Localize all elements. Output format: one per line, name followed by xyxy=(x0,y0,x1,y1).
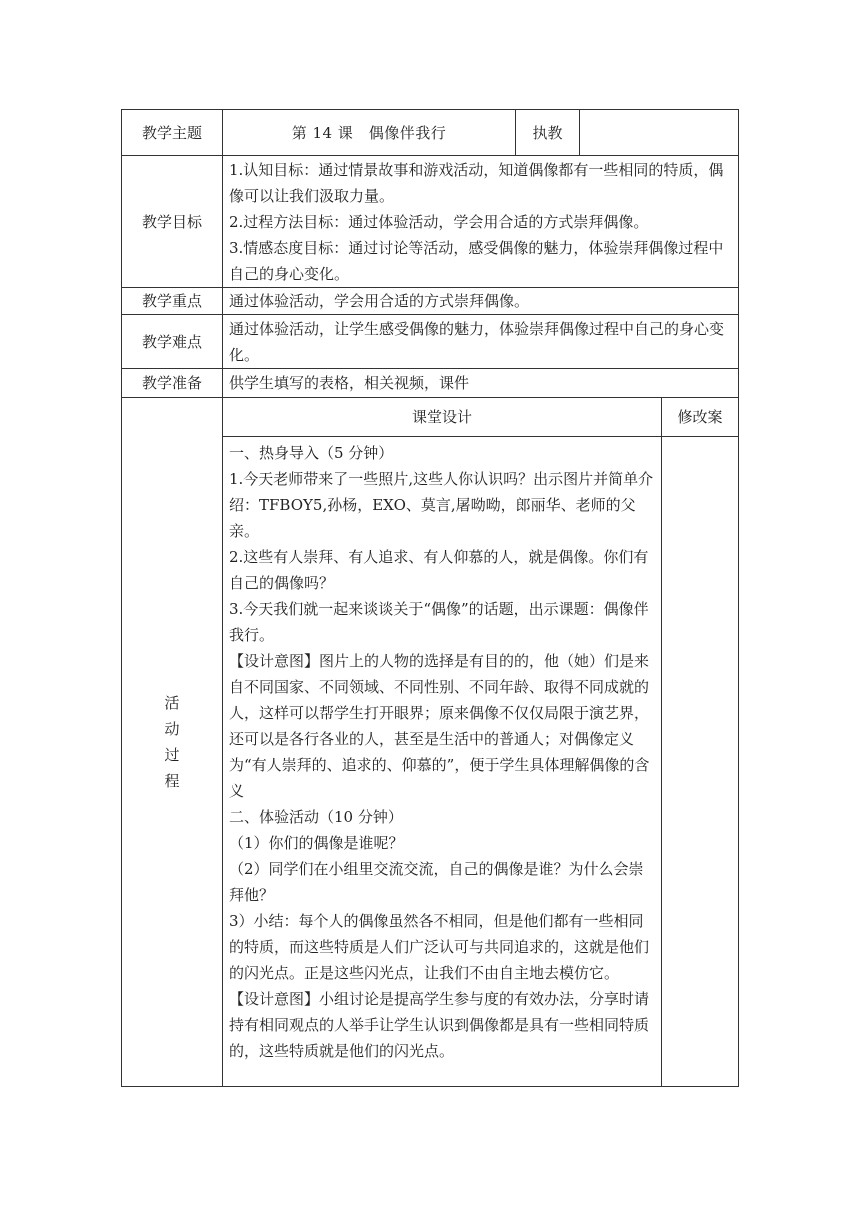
warmup-step-1: 1.今天老师带来了一些照片,这些人你认识吗？出示图片并简单介绍：TFBOY5,孙杨，EXO、莫言,屠呦呦，郎丽华、老师的父亲。 xyxy=(229,470,654,540)
difficulty-text: 通过体验活动，让学生感受偶像的魅力，体验崇拜偶像过程中自己的身心变化。 xyxy=(223,315,739,369)
activity-step-1: （1）你们的偶像是谁呢？ xyxy=(229,834,404,852)
activity-summary: 3）小结：每个人的偶像虽然各不相同，但是他们都有一些相同的特质，而这些特质是人们广泛认可与共同追求的，这就是他们的闪光点。正是这些闪光点，让我们不由自主地去模仿它。 xyxy=(229,912,650,982)
revision-header: 修改案 xyxy=(662,398,739,437)
topic-label: 教学主题 xyxy=(122,110,223,156)
activity-design-intent: 【设计意图】小组讨论是提高学生参与度的有效办法，分享时请持有相同观点的人举手让学生认识到偶像都是具有一些相同特质的，这些特质就是他们的闪光点。 xyxy=(229,990,650,1060)
warmup-heading: 一、热身导入（5 分钟） xyxy=(229,444,394,462)
design-header: 课堂设计 xyxy=(223,398,662,437)
activity-step-2: （2）同学们在小组里交流交流，自己的偶像是谁？为什么会崇拜他？ xyxy=(229,860,644,904)
activity-heading: 二、体验活动（10 分钟） xyxy=(229,808,403,826)
objective-cognitive: 1.认知目标：通过情景故事和游戏活动，知道偶像都有一些相同的特质，偶像可以让我们汲取力量。 xyxy=(229,160,724,205)
preparation-text: 供学生填写的表格，相关视频，课件 xyxy=(223,369,739,398)
design-content xyxy=(223,437,662,1087)
preparation-row xyxy=(122,369,739,398)
key-point-label: 教学重点 xyxy=(122,288,223,315)
lesson-plan-table xyxy=(121,109,739,1087)
warmup-step-3: 3.今天我们就一起来谈谈关于“偶像”的话题，出示课题：偶像伴我行。 xyxy=(229,600,649,644)
objective-emotion: 3.情感态度目标：通过讨论等活动，感受偶像的魅力，体验崇拜偶像过程中自己的身心变化。 xyxy=(229,238,724,283)
warmup-design-intent: 【设计意图】图片上的人物的选择是有目的的，他（她）们是来自不同国家、不同领域、不同性别、不同年龄、取得不同成就的人，这样可以帮学生打开眼界；原来偶像不仅仅局限于演艺界，还可以是各行各业的人，甚至是生活中的普通人；对偶像定义为“有人崇拜的、追求的、仰慕的”，便于学生具体理解偶像的含义 xyxy=(229,652,650,800)
objective-process: 2.过程方法目标：通过体验活动，学会用合适的方式崇拜偶像。 xyxy=(229,212,649,231)
objectives-content xyxy=(223,156,739,288)
lesson-title: 第 14 课 偶像伴我行 xyxy=(223,110,516,156)
difficulty-label: 教学难点 xyxy=(122,315,223,369)
difficulty-row xyxy=(122,315,739,369)
teacher-value xyxy=(580,110,738,155)
revision-cell xyxy=(662,437,739,1087)
process-label: 活 动 过 程 xyxy=(122,398,223,1087)
warmup-step-2: 2.这些有人崇拜、有人追求、有人仰慕的人，就是偶像。你们有自己的偶像吗？ xyxy=(229,548,649,592)
teacher-label: 执教 xyxy=(516,110,580,155)
key-point-row xyxy=(122,288,739,315)
objectives-row xyxy=(122,156,739,288)
design-header-row xyxy=(122,398,739,437)
topic-row xyxy=(122,110,739,156)
key-point-text: 通过体验活动，学会用合适的方式崇拜偶像。 xyxy=(223,288,739,315)
preparation-label: 教学准备 xyxy=(122,369,223,398)
objectives-label: 教学目标 xyxy=(122,156,223,288)
